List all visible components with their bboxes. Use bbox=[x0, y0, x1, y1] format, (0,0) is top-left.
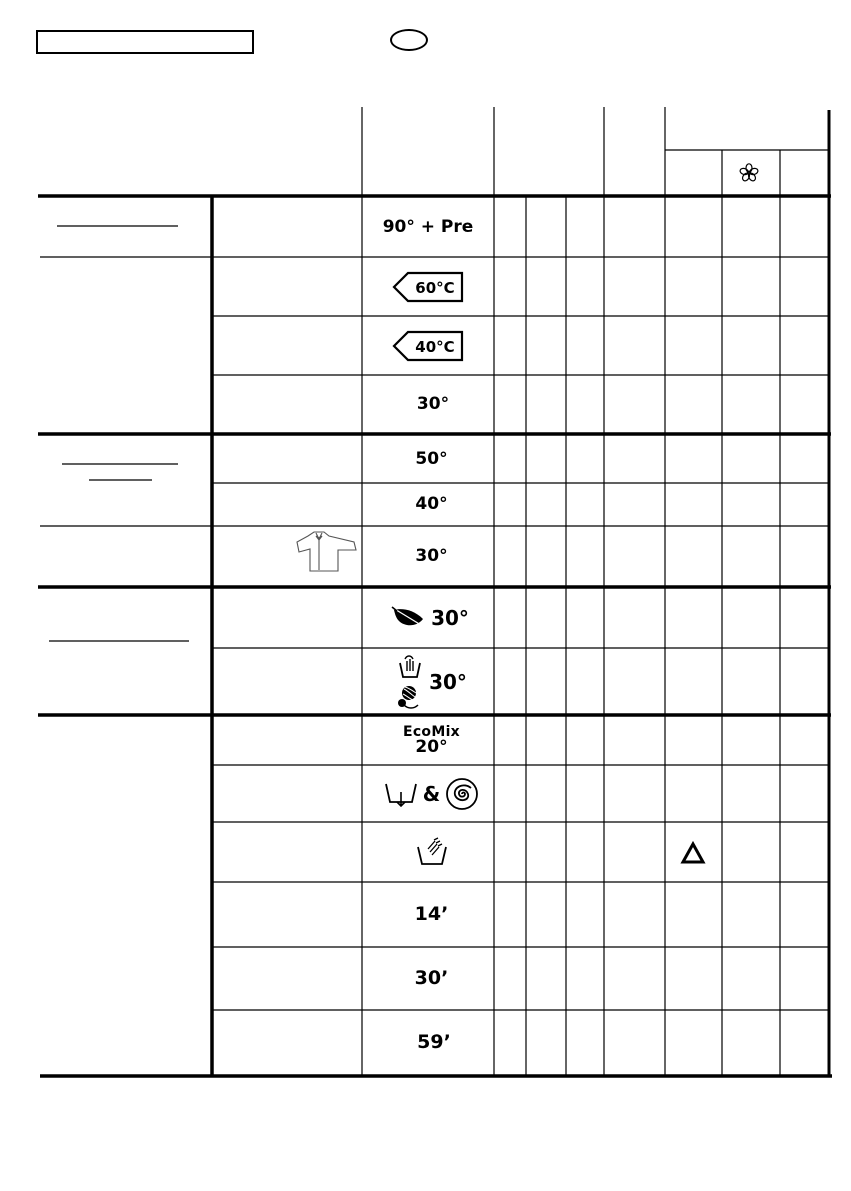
programme-symbol-quick-59: 59’ bbox=[417, 1031, 451, 1053]
programme-symbol-delicate-30: 30° bbox=[364, 589, 496, 647]
programme-symbol-cotton-30: 30° bbox=[416, 394, 450, 414]
handwash-wool-icon bbox=[396, 653, 426, 711]
label-tag-icon bbox=[392, 330, 464, 362]
programme-symbol-rinse bbox=[364, 823, 499, 881]
label-tag-icon bbox=[392, 271, 464, 303]
spin-icon bbox=[444, 776, 480, 812]
drain-icon bbox=[383, 780, 419, 808]
programme-symbol-wool-30: 30° bbox=[364, 649, 499, 714]
feather-icon bbox=[391, 605, 427, 631]
programme-symbol-quick-14: 14’ bbox=[414, 903, 449, 925]
programme-symbol-synth-40: 40° bbox=[415, 494, 448, 514]
programme-symbol-shirts-30: 30° bbox=[415, 546, 448, 566]
svg-text:40°C: 40°C bbox=[415, 337, 455, 356]
programme-symbol-drain-spin: & bbox=[364, 766, 499, 821]
programme-symbol-cotton-60 bbox=[364, 258, 492, 315]
triangle-icon bbox=[683, 844, 703, 862]
flower-icon bbox=[739, 164, 758, 182]
programme-symbol-cotton-pre: 90° + Pre bbox=[382, 216, 474, 237]
programme-symbol-quick-30: 30’ bbox=[414, 967, 449, 989]
shirt-icon bbox=[297, 532, 356, 571]
programme-symbol-ecomix-20: EcoMix 20° bbox=[402, 724, 461, 757]
programme-symbol-synth-50: 50° bbox=[415, 448, 448, 469]
rinse-icon bbox=[415, 837, 449, 867]
programme-symbol-cotton-40 bbox=[364, 317, 492, 374]
svg-text:60°C: 60°C bbox=[415, 278, 455, 297]
